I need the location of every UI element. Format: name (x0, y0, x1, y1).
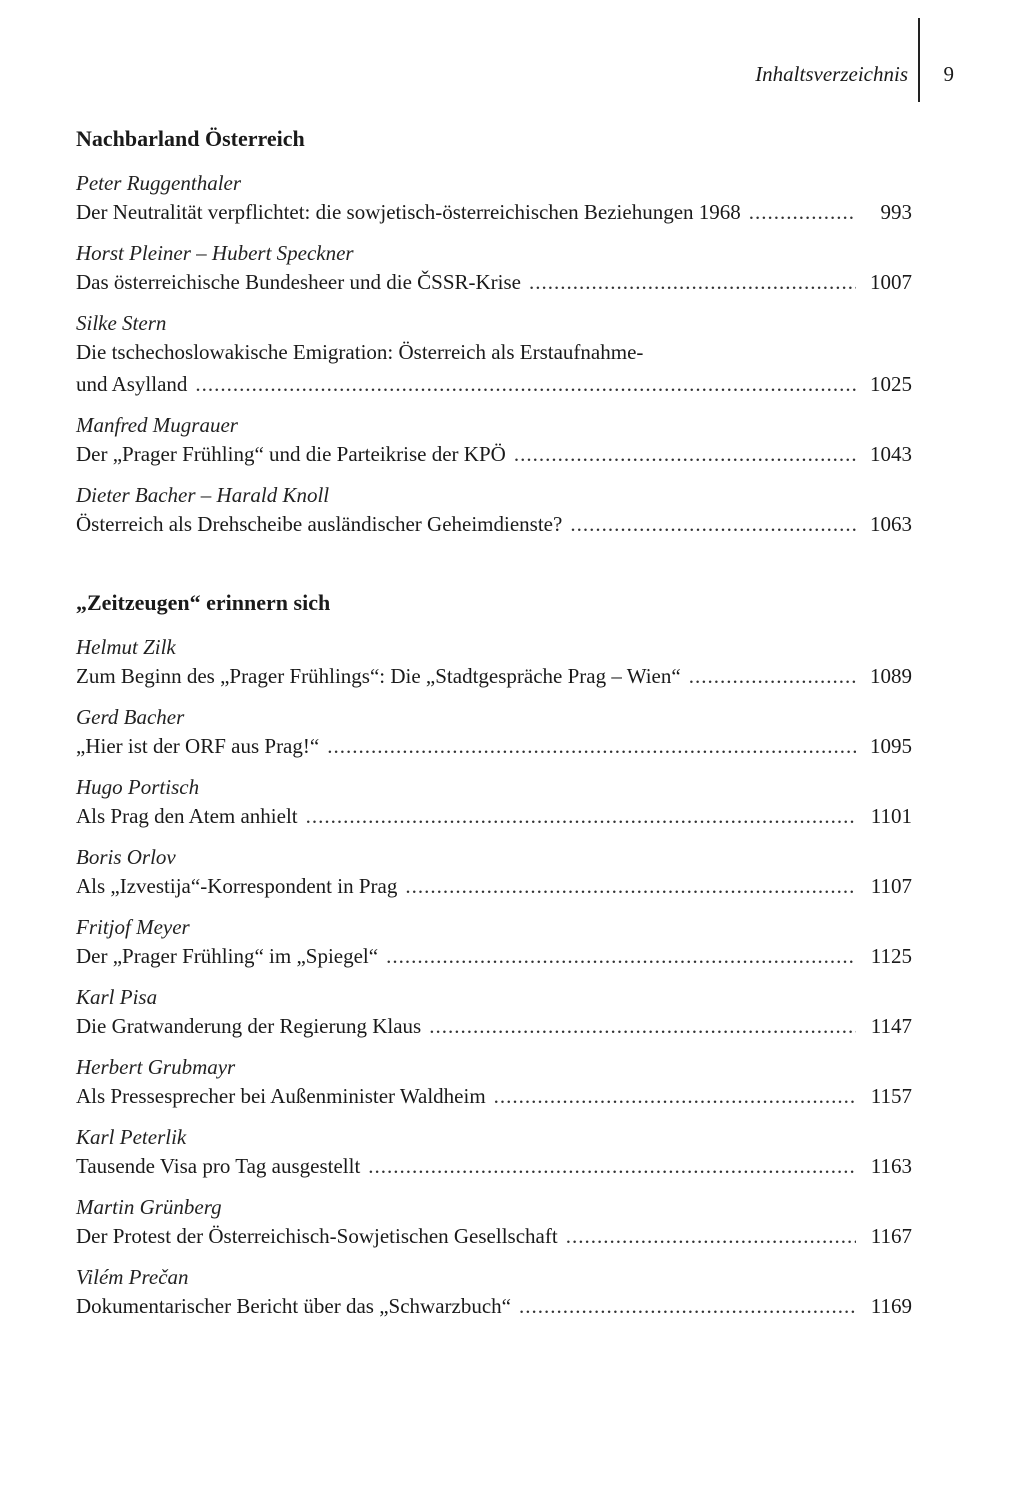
toc-section (76, 588, 912, 1322)
dot-leader (368, 1150, 856, 1182)
entry-author: Hugo Portisch (76, 775, 200, 799)
entry-page-number: 1107 (870, 874, 912, 898)
entry-author: Gerd Bacher (76, 705, 185, 729)
entry-title: Als „Izvestija“-Korrespondent in Prag (76, 874, 398, 898)
dot-leader (749, 196, 856, 228)
entry-title-line (76, 730, 912, 762)
entry-title: Die Gratwanderung der Regierung Klaus (76, 1014, 422, 1038)
entry-author: Herbert Grubmayr (76, 1055, 236, 1079)
entry-author: Silke Stern (76, 311, 167, 335)
entry-page-number: 1007 (870, 270, 912, 294)
entry-title: Als Prag den Atem anhielt (76, 804, 298, 828)
dot-leader (566, 1220, 856, 1252)
entry-title: Das österreichische Bundesheer und die ČSSR-Krise (76, 270, 521, 294)
dot-leader (519, 1290, 856, 1322)
dot-leader (514, 438, 856, 470)
toc-entry (76, 310, 912, 400)
toc-entry (76, 984, 912, 1042)
entry-title: Der „Prager Frühling“ und die Parteikrise der KPÖ (76, 442, 506, 466)
entry-title-line (76, 336, 912, 368)
entry-title: „Hier ist der ORF aus Prag!“ (76, 734, 320, 758)
entry-page-number: 1063 (870, 512, 912, 536)
entry-title: Der Protest der Österreichisch-Sowjetischen Gesellschaft (76, 1224, 558, 1248)
entry-title-line (76, 508, 912, 540)
entry-page-number: 1125 (870, 944, 912, 968)
entry-title-line (76, 1150, 912, 1182)
toc-entry (76, 1124, 912, 1182)
entry-page-number: 1147 (870, 1014, 912, 1038)
entry-author: Martin Grünberg (76, 1195, 222, 1219)
dot-leader (386, 940, 856, 972)
toc-entry (76, 1264, 912, 1322)
entry-title: Der Neutralität verpflichtet: die sowjetisch-österreichischen Beziehungen 1968 (76, 200, 741, 224)
entry-title-line (76, 1080, 912, 1112)
entry-author: Vilém Prečan (76, 1265, 189, 1289)
entry-page-number: 1025 (870, 372, 912, 396)
entry-page-number: 1167 (870, 1224, 912, 1248)
entry-title: Dokumentarischer Bericht über das „Schwarzbuch“ (76, 1294, 511, 1318)
entry-page-number: 1169 (870, 1294, 912, 1318)
entry-page-number: 1043 (870, 442, 912, 466)
entry-page-number: 1095 (870, 734, 912, 758)
entry-title: Österreich als Drehscheibe ausländischer Geheimdienste? (76, 512, 563, 536)
entry-title-line (76, 940, 912, 972)
dot-leader (405, 870, 856, 902)
page-number: 9 (943, 62, 954, 86)
entry-title-line (76, 438, 912, 470)
running-header (600, 60, 954, 94)
toc-entry (76, 634, 912, 692)
toc-entry (76, 482, 912, 540)
dot-leader (429, 1010, 856, 1042)
entry-author: Horst Pleiner – Hubert Speckner (76, 241, 354, 265)
entry-page-number: 993 (880, 200, 912, 224)
toc-entry (76, 1054, 912, 1112)
dot-leader (689, 660, 856, 692)
entry-title-line (76, 800, 912, 832)
entry-title: Tausende Visa pro Tag ausgestellt (76, 1154, 361, 1178)
toc-entry (76, 704, 912, 762)
entry-author: Peter Ruggenthaler (76, 171, 242, 195)
entry-title: und Asylland (76, 372, 188, 396)
entry-title-line (76, 196, 912, 228)
entry-author: Dieter Bacher – Harald Knoll (76, 483, 330, 507)
entry-author: Helmut Zilk (76, 635, 176, 659)
header-divider (918, 18, 920, 102)
section-title: Nachbarland Österreich (76, 126, 305, 151)
toc-entry (76, 170, 912, 228)
entry-page-number: 1157 (870, 1084, 912, 1108)
dot-leader (529, 266, 856, 298)
dot-leader (195, 368, 856, 400)
entry-page-number: 1163 (870, 1154, 912, 1178)
table-of-contents (76, 124, 912, 1334)
entry-title: Zum Beginn des „Prager Frühlings“: Die „Stadtgespräche Prag – Wien“ (76, 664, 681, 688)
entry-author: Boris Orlov (76, 845, 176, 869)
entry-title-line (76, 660, 912, 692)
entry-title-line (76, 1220, 912, 1252)
toc-entry (76, 240, 912, 298)
entry-title-line (76, 266, 912, 298)
toc-entry (76, 844, 912, 902)
entry-author: Fritjof Meyer (76, 915, 190, 939)
entry-page-number: 1089 (870, 664, 912, 688)
toc-entry (76, 914, 912, 972)
entry-title-line (76, 1290, 912, 1322)
entry-author: Manfred Mugrauer (76, 413, 238, 437)
toc-entry (76, 1194, 912, 1252)
toc-section (76, 124, 912, 540)
entry-page-number: 1101 (870, 804, 912, 828)
toc-entry (76, 774, 912, 832)
dot-leader (570, 508, 856, 540)
dot-leader (327, 730, 856, 762)
entry-title: Der „Prager Frühling“ im „Spiegel“ (76, 944, 379, 968)
toc-entry (76, 412, 912, 470)
entry-title-line (76, 870, 912, 902)
entry-author: Karl Peterlik (76, 1125, 187, 1149)
dot-leader (494, 1080, 856, 1112)
entry-author: Karl Pisa (76, 985, 158, 1009)
section-title: „Zeitzeugen“ erinnern sich (76, 590, 331, 615)
dot-leader (306, 800, 856, 832)
entry-title: Als Pressesprecher bei Außenminister Waldheim (76, 1084, 486, 1108)
entry-title: Die tschechoslowakische Emigration: Österreich als Erstaufnahme- (76, 340, 644, 364)
running-header-title: Inhaltsverzeichnis (755, 62, 908, 86)
entry-title-line (76, 1010, 912, 1042)
entry-title-line (76, 368, 912, 400)
